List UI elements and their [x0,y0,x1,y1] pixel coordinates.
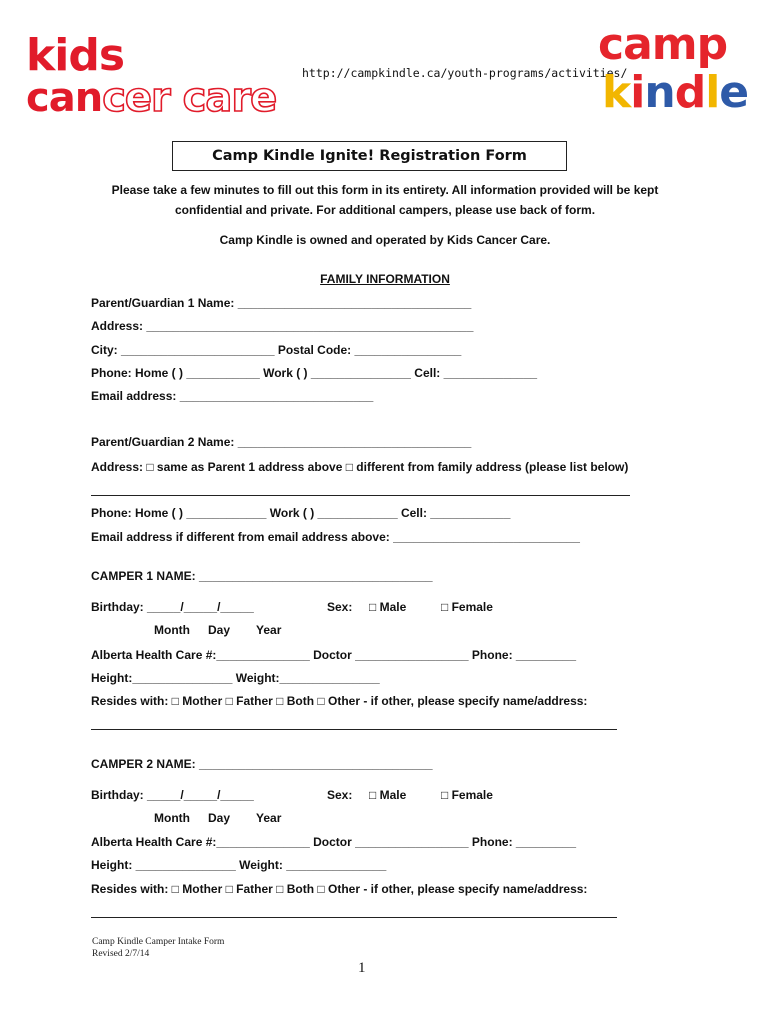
family-heading-text: FAMILY INFORMATION [320,272,450,286]
camper1-female-checkbox[interactable]: □ Female [441,600,493,614]
logo-cer-care-text: cer care [102,75,277,121]
pg1-address-field[interactable]: Address: _________________________________________________ [91,319,474,333]
camper2-sex-label: Sex: [327,788,353,802]
form-title: Camp Kindle Ignite! Registration Form [172,141,567,171]
logo-kids-text: kids [26,30,125,81]
page-number: 1 [358,960,366,976]
camper2-resides-options[interactable]: Resides with: □ Mother □ Father □ Both □ Other - if other, please specify name/address: [91,882,588,896]
camper1-health-field[interactable]: Alberta Health Care #:______________ Doctor _________________ Phone: _________ [91,648,576,662]
camper2-health-field[interactable]: Alberta Health Care #:______________ Doctor _________________ Phone: _________ [91,835,576,849]
logo-kindle-letter: d [674,67,706,118]
logo-camp-letter: m [651,19,697,70]
camper2-year-label: Year [256,811,282,825]
footer-revised-date: Revised 2/7/14 [92,949,150,959]
footer-form-name: Camp Kindle Camper Intake Form [92,937,225,947]
camper2-name-field[interactable]: CAMPER 2 NAME: ___________________________________ [91,757,433,771]
camper1-day-label: Day [208,623,231,637]
pg2-name-field[interactable]: Parent/Guardian 2 Name: ___________________________________ [91,435,472,449]
logo-kindle-letter: n [644,67,675,118]
camper1-resides-line[interactable] [91,729,617,730]
camper1-male-checkbox[interactable]: □ Male [369,600,407,614]
logo-kindle-letter: i [630,67,645,118]
pg2-email-field[interactable]: Email address if different from email address above: ____________________________ [91,530,580,544]
pg1-phone-field[interactable]: Phone: Home ( ) ___________ Work ( ) _______________ Cell: ______________ [91,366,538,380]
logo-cancer-care-text [26,76,276,120]
logo-camp-text [598,19,728,70]
camper1-month-label: Month [154,623,190,637]
logo-camp-letter: c [598,19,624,70]
pg2-address-options[interactable]: Address: □ same as Parent 1 address above □ different from family address (please list below) [91,460,629,474]
camper1-height-weight-field[interactable]: Height:_______________ Weight:_______________ [91,671,380,685]
logo-kindle-letter: e [719,67,749,118]
pg2-phone-field[interactable]: Phone: Home ( ) ____________ Work ( ) ____________ Cell: ____________ [91,506,511,520]
intro-text-line1: Please take a few minutes to fill out this form in its entirety. All information provided will be kept [111,183,659,197]
logo-kindle-text [602,67,749,118]
logo-can-text: can [26,75,103,121]
camper1-name-field[interactable]: CAMPER 1 NAME: ___________________________________ [91,569,433,583]
campkindle-url[interactable]: http://campkindle.ca/youth-programs/activities/ [302,66,628,80]
pg2-address-line[interactable] [91,495,630,496]
camper1-birthday-field[interactable]: Birthday: _____/_____/_____ [91,600,254,614]
camper2-day-label: Day [208,811,231,825]
camper2-female-checkbox[interactable]: □ Female [441,788,493,802]
logo-camp-letter: p [696,19,728,70]
camper1-resides-options[interactable]: Resides with: □ Mother □ Father □ Both □ Other - if other, please specify name/address: [91,694,588,708]
logo-kindle-letter: l [705,67,720,118]
camper2-birthday-field[interactable]: Birthday: _____/_____/_____ [91,788,254,802]
camper2-resides-line[interactable] [91,917,617,918]
camper1-year-label: Year [256,623,282,637]
camp-kindle-logo [598,19,758,128]
footer-text [92,936,224,960]
camper2-height-weight-field[interactable]: Height: _______________ Weight: _______________ [91,858,387,872]
logo-kindle-letter: k [602,67,631,118]
ownership-text: Camp Kindle is owned and operated by Kids Cancer Care. [219,233,551,247]
kids-cancer-care-logo [26,30,277,124]
pg1-email-field[interactable]: Email address: _____________________________ [91,389,374,403]
logo-camp-letter: a [623,19,652,70]
camper2-male-checkbox[interactable]: □ Male [369,788,407,802]
intro-text-line2: confidential and private. For additional campers, please use back of form. [174,203,596,217]
camper2-month-label: Month [154,811,190,825]
camper1-sex-label: Sex: [327,600,353,614]
pg1-city-postal-field[interactable]: City: _______________________ Postal Code: ________________ [91,343,462,357]
family-information-heading [0,272,770,286]
pg1-name-field[interactable]: Parent/Guardian 1 Name: ___________________________________ [91,296,472,310]
